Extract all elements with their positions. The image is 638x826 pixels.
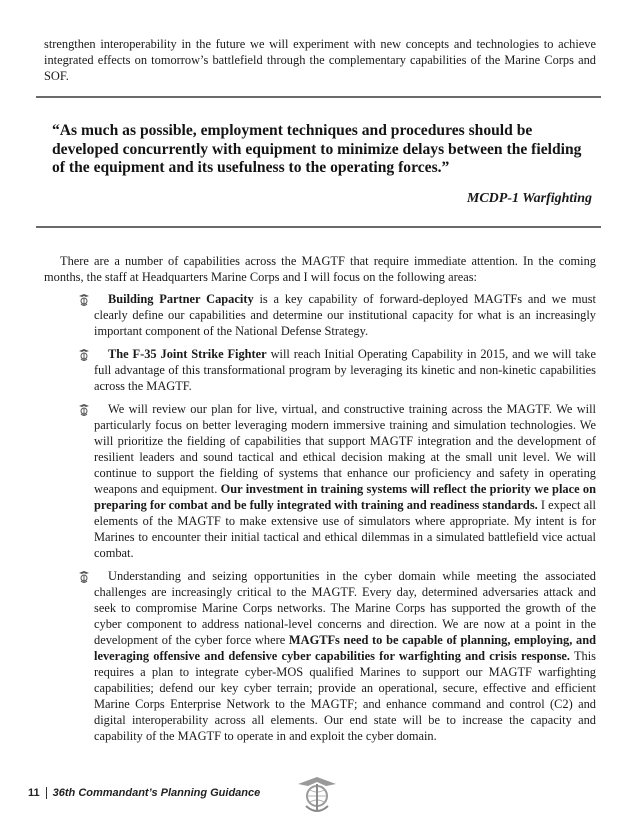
page-footer: [28, 787, 260, 799]
bullet-text: I expect all elements of the MAGTF to make extensive use of simulators where appropriate. My intent is for Marines to encounter their initial tactical and ethical dilemmas in a simulated battlefield vice actual combat.: [94, 498, 596, 560]
eagle-globe-anchor-icon: [78, 570, 90, 584]
intro-paragraph: strengthen interoperability in the future we will experiment with new concepts and technologies to achieve integrated effects on tomorrow’s battlefield through the complementary capabilities of the Marine Corps and SOF.: [44, 37, 596, 83]
bullet-text: This requires a plan to integrate cyber-MOS qualified Marines to support our MAGTF warfighting capabilities; defend our key cyber terrain; provide an operational, secure, effective and efficient Marine Corps Enterprise Network to the MAGTF; and enhance command and control (C2) and digital interoperability across all elements. Our end state will be to increase the capacity and capability of the MAGTF to operate in and exploit the cyber domain.: [94, 649, 596, 743]
list-item-cyber: [78, 568, 596, 744]
lead-paragraph: There are a number of capabilities across the MAGTF that require immediate attention. In the coming months, the staff at Headquarters Marine Corps and I will focus on the following areas:: [44, 254, 596, 284]
bullet-bold-lead: The F-35 Joint Strike Fighter: [108, 347, 267, 361]
bullet-text: We will review our plan for live, virtual, and constructive training across the MAGTF. We will particularly focus on better leveraging modern immersive training and simulation technologies. We will prioritize the fielding of capabilities that support MAGTF integration and the development of resilient leaders and sound tactical and ethical decision making at the small unit level. We will continue to support the fielding of systems that enhance our proficiency and safety in operating weapons and equipment.: [94, 402, 596, 496]
eagle-globe-anchor-icon: [78, 403, 90, 417]
list-item-partner-capacity: [78, 291, 596, 339]
page-number: 11: [28, 787, 40, 799]
list-item-training: [78, 401, 596, 561]
top-divider: [36, 96, 601, 98]
eagle-globe-anchor-emblem: [294, 774, 340, 814]
footer-title: 36th Commandant’s Planning Guidance: [52, 787, 261, 799]
list-item-f35: [78, 346, 596, 394]
bullet-text: will reach Initial Operating Capability in 2015, and we will take full advantage of this transformational program by leveraging its kinetic and non-kinetic capabilities across the MAGTF.: [94, 347, 596, 393]
bullet-bold-emphasis: Our investment in training systems will reflect the priority we place on preparing for combat and be fully integrated with training and readiness standards.: [94, 482, 596, 512]
pull-quote: “As much as possible, employment techniques and procedures should be developed concurrently with equipment to minimize delays between the fielding of the equipment and its usefulness to the operating forces.”: [52, 122, 582, 176]
eagle-globe-anchor-icon: [78, 348, 90, 362]
bottom-divider: [36, 226, 601, 228]
bullet-text: is a key capability of forward-deployed MAGTFs and we must clearly define our capabilities and determine our institutional capacity for what is an increasingly important component of the National Defense Strategy.: [94, 292, 596, 338]
bullet-bold-lead: Building Partner Capacity: [108, 292, 254, 306]
focus-areas-list: [78, 291, 596, 751]
bullet-text: Understanding and seizing opportunities in the cyber domain while meeting the associated challenges are increasingly critical to the MAGTF. Every day, determined adversaries attack and seek to compromise Marine Corps networks. The Marine Corps has supported the growth of the cyber component to address national-level concerns and direction. We are now at a point in the development of the cyber force where: [94, 569, 596, 647]
bullet-bold-emphasis: MAGTFs need to be capable of planning, employing, and leveraging offensive and defensive cyber capabilities for warfighting and crisis response.: [94, 633, 597, 663]
quote-attribution: MCDP-1 Warfighting: [466, 191, 592, 206]
footer-separator: [46, 787, 47, 799]
eagle-globe-anchor-icon: [78, 293, 90, 307]
